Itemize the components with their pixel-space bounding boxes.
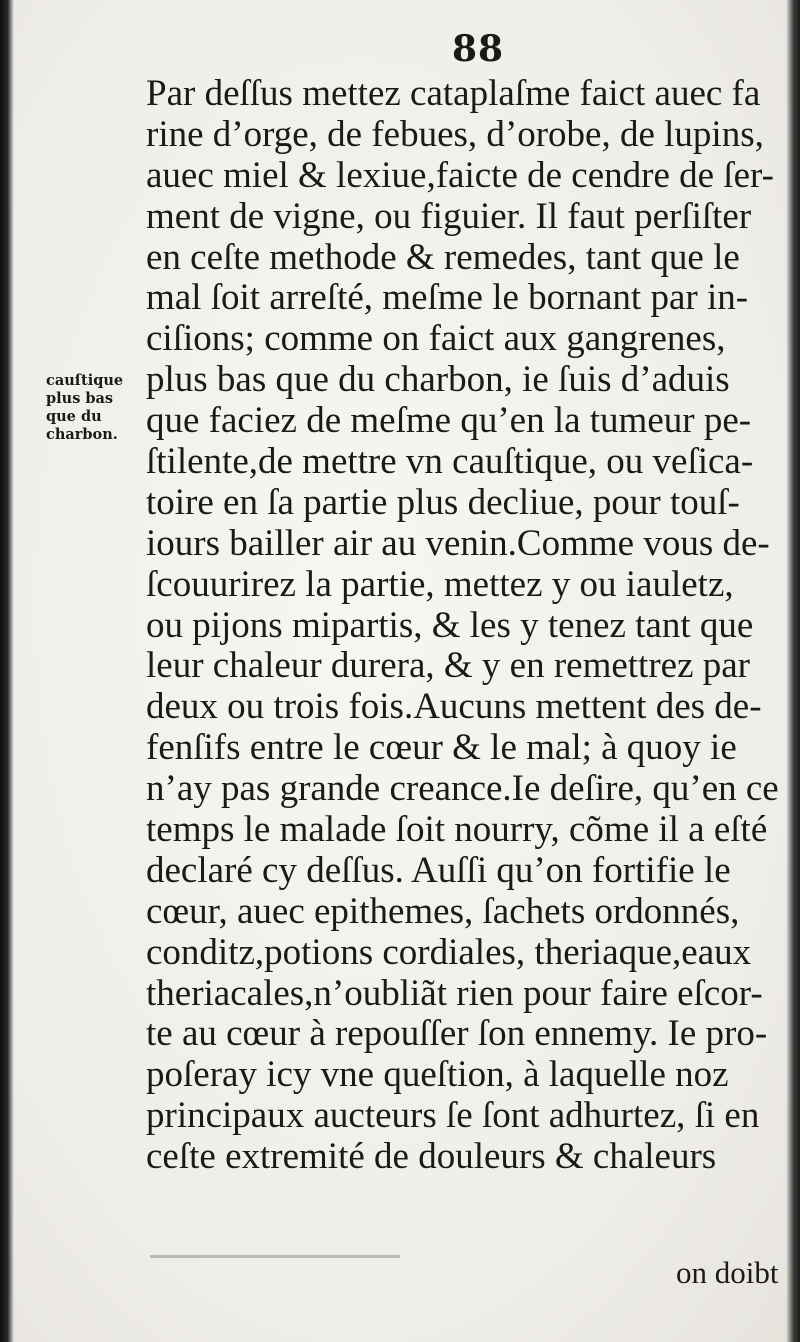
margin-note <box>46 372 156 444</box>
text-line: iours bailler air au venin.Comme vous de- <box>146 523 770 564</box>
text-line: declaré cy deſſus. Auſſi qu’on fortifie le <box>146 850 731 891</box>
catchword: on doibt <box>676 1255 779 1290</box>
text-line: ſcouurirez la partie, mettez y ou iauletz, <box>146 564 734 605</box>
text-line: ciſions; comme on faict aux gangrenes, <box>146 319 726 360</box>
text-line: Par deſſus mettez cataplaſme faict auec fa <box>146 74 761 114</box>
text-line: n’ay pas grande creance.Ie deſire, qu’en ce <box>146 769 779 810</box>
text-line: plus bas que du charbon, ie ſuis d’aduis <box>146 360 730 401</box>
text-line: toire en ſa partie plus decliue, pour touſ- <box>146 482 740 523</box>
text-line: rine d’orge, de febues, d’orobe, de lupins, <box>146 114 764 155</box>
text-line: poſeray icy vne queſtion, à laquelle noz <box>146 1055 729 1096</box>
ink-smudge <box>150 1255 400 1258</box>
text-line: conditz,potions cordiales, theriaque,eaux <box>146 932 752 973</box>
text-line: fenſifs entre le cœur & le mal; à quoy ie <box>146 728 737 769</box>
text-line: deux ou trois fois.Aucuns mettent des de- <box>146 687 762 728</box>
text-line: en ceſte methode & remedes, tant que le <box>146 237 740 278</box>
text-line: auec miel & lexiue,faicte de cendre de ſer- <box>146 155 774 196</box>
text-line: ou pijons mipartis, & les y tenez tant que <box>146 605 754 646</box>
page-left-shadow <box>0 0 14 1342</box>
text-line: cœur, auec epithemes, ſachets ordonnés, <box>146 891 740 932</box>
text-line: leur chaleur durera, & y en remettrez par <box>146 646 750 687</box>
text-line: ſtilente,de mettre vn cauſtique, ou veſica- <box>146 442 754 483</box>
margin-note-line: que du <box>46 408 102 425</box>
text-line: principaux aucteurs ſe ſont adhurtez, ſi en <box>146 1096 760 1137</box>
text-line: temps le malade ſoit nourry, cõme il a eſté <box>146 810 768 851</box>
text-line: ceſte extremité de douleurs & chaleurs <box>146 1137 717 1178</box>
body-text <box>146 74 791 1178</box>
text-line: que faciez de meſme qu’en la tumeur pe- <box>146 401 752 442</box>
margin-note-line: charbon. <box>46 426 118 443</box>
page-number: 88 <box>452 28 505 70</box>
text-line: mal ſoit arreſté, meſme le bornant par in- <box>146 278 749 319</box>
margin-note-line: cauſtique <box>46 372 124 389</box>
text-line: theriacales,n’oubliãt rien pour faire eſcor- <box>146 973 763 1014</box>
text-line: ment de vigne, ou figuier. Il faut perſiſter <box>146 196 752 237</box>
margin-note-line: plus bas <box>46 390 114 407</box>
text-line: te au cœur à repouſſer ſon ennemy. Ie pro- <box>146 1014 768 1055</box>
